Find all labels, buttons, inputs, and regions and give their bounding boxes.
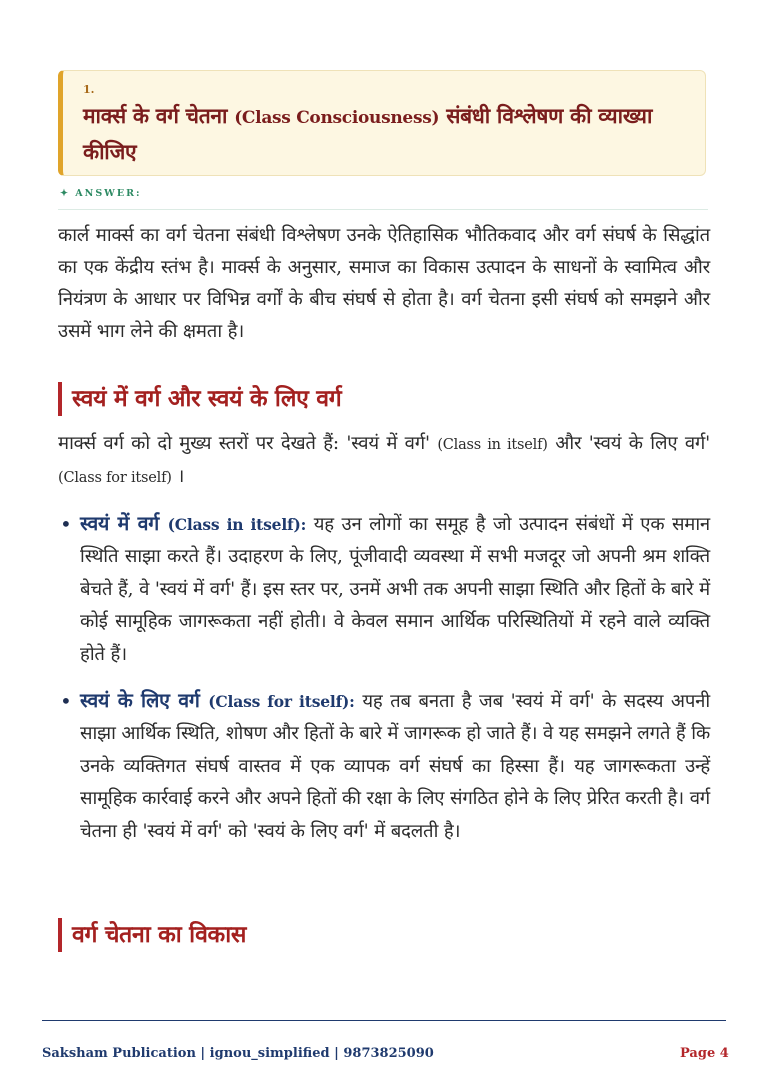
list-item xyxy=(58,685,710,848)
bullet-icon: • xyxy=(60,689,72,714)
bullet-list xyxy=(58,508,710,848)
list-item xyxy=(58,508,710,671)
question-title-hindi-end: संबंधी विश्लेषण की व्याख्या कीजिए xyxy=(83,103,653,164)
question-number: 1. xyxy=(83,83,95,96)
intro-paragraph: कार्ल मार्क्स का वर्ग चेतना संबंधी विश्लेषण उनके ऐतिहासिक भौतिकवाद और वर्ग संघर्ष के सिद्धांत का एक केंद्रीय स्तंभ है। मार्क्स के अनुसार, समाज का विकास उत्पादन के साधनों के स्वामित्व और नियंत्रण के आधार पर विभिन्न वर्गों के बीच संघर्ष से होता है। वर्ग चेतना इसी संघर्ष को समझने और उसमें भाग लेने की क्षमता है। xyxy=(58,225,710,342)
bullet-term xyxy=(80,512,306,535)
bullet-text: यह तब बनता है जब 'स्वयं में वर्ग' के सदस्य अपनी साझा आर्थिक स्थिति, शोषण और हितों के बारे में जागरूक हो जाते हैं। वे यह समझने लगते हैं कि उनके व्यक्तिगत संघर्ष वास्तव में एक व्यापक वर्ग संघर्ष का हिस्सा हैं। यह जागरूकता उन्हें सामूहिक कार्रवाई करने और अपने हितों की रक्षा के लिए संगठित होने के लिए प्रेरित करती है। वर्ग चेतना ही 'स्वयं में वर्ग' को 'स्वयं के लिए वर्ग' में बदलती है। xyxy=(80,691,711,842)
footer-publisher: Saksham Publication | ignou_simplified | 9873825090 xyxy=(42,1046,434,1061)
section-heading-class-in-itself: स्वयं में वर्ग और स्वयं के लिए वर्ग xyxy=(58,382,341,416)
section1-intro-text-2: और 'स्वयं के लिए वर्ग' xyxy=(547,433,711,454)
footer-divider xyxy=(42,1020,726,1021)
section1-intro-text: मार्क्स वर्ग को दो मुख्य स्तरों पर देखते हैं: 'स्वयं में वर्ग' xyxy=(58,433,438,454)
bullet-term-hindi: स्वयं के लिए वर्ग xyxy=(80,689,209,713)
section1-intro-english-2: (Class for itself) xyxy=(58,470,172,486)
answer-label: ✦ ANSWER: xyxy=(60,188,142,199)
section-heading-development: वर्ग चेतना का विकास xyxy=(58,918,246,952)
section1-intro-end: । xyxy=(171,466,185,487)
bullet-term-hindi: स्वयं में वर्ग xyxy=(80,512,168,535)
page-number: Page 4 xyxy=(680,1046,729,1061)
bullet-term-english: (Class in itself): xyxy=(167,515,307,534)
question-title-english: (Class Consciousness) xyxy=(234,108,440,128)
question-box xyxy=(58,70,706,176)
section1-intro-english: (Class in itself) xyxy=(437,437,548,453)
bullet-icon: • xyxy=(60,512,72,536)
bullet-text: यह उन लोगों का समूह है जो उत्पादन संबंधों में एक समान स्थिति साझा करते हैं। उदाहरण के लिए, पूंजीवादी व्यवस्था में सभी मजदूर जो अपनी श्रम शक्ति बेचते हैं, वे 'स्वयं में वर्ग' हैं। इस स्तर पर, उनमें अभी तक अपनी साझा स्थिति और हितों के बारे में कोई सामूहिक जागरूकता नहीं होती। वे केवल समान आर्थिक परिस्थितियों में रहने वाले व्यक्ति होते हैं। xyxy=(80,514,710,665)
answer-divider xyxy=(58,209,708,210)
bullet-term-english: (Class for itself): xyxy=(208,692,355,712)
question-title-hindi: मार्क्स के वर्ग चेतना xyxy=(83,103,235,128)
bullet-term xyxy=(80,689,355,712)
section1-intro-paragraph xyxy=(58,428,710,494)
question-title xyxy=(83,99,689,169)
